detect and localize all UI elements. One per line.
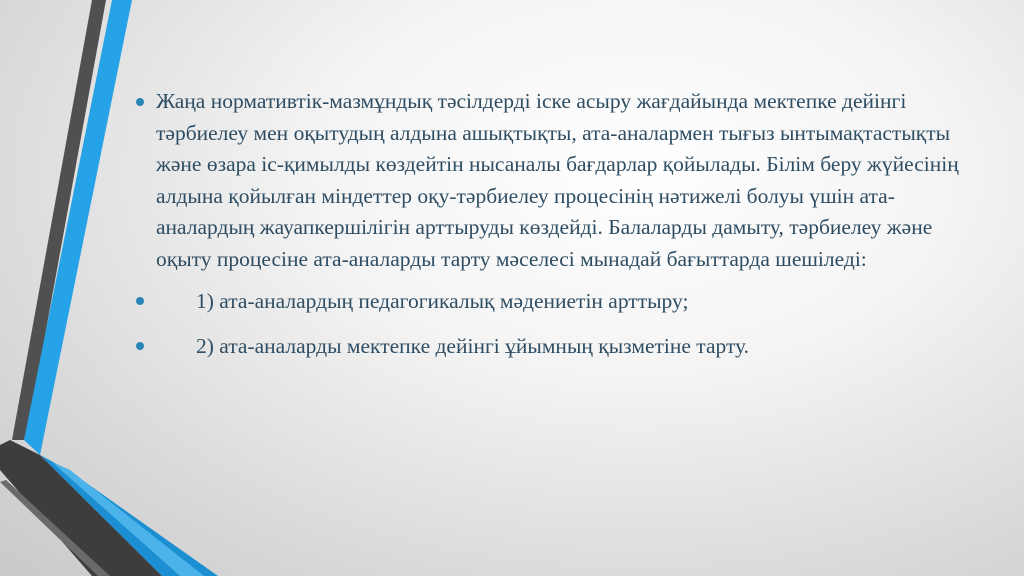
list-item-text: 1) ата-аналардың педагогикалық мәдениетін арттыру; — [196, 288, 689, 313]
slide-content — [134, 86, 974, 377]
upper-blue-stripe — [24, 0, 132, 455]
bullet-icon — [136, 98, 144, 106]
list-item — [134, 331, 974, 363]
upper-dark-stripe — [12, 0, 106, 440]
bullet-icon — [136, 297, 144, 305]
list-item — [134, 286, 974, 318]
main-bullet — [134, 86, 974, 276]
bullet-icon — [136, 342, 144, 350]
list-item-text: 2) ата-аналарды мектепке дейінгі ұйымның қызметіне тарту. — [196, 334, 750, 359]
main-paragraph: Жаңа нормативтік-мазмұндық тәсілдерді іске асыру жағдайында мектепке дейінгі тәрбиелеу мен оқытудың алдына ашықтықты, ата-аналармен тығыз ынтымақтастықты және өзара іс-қимылды көздейтін нысаналы бағдарлар қойылады. Білім беру жүйесінің алдына қойылған міндеттер оқу-тәрбиелеу процесінің нәтижелі болуы үшін ата-аналардың жауапкершілігін арттыруды көздейді. Балаларды дамыту, тәрбиелеу және оқыту процесіне ата-аналарды тарту мәселесі мынадай бағыттарда шешіледі: — [156, 89, 959, 271]
